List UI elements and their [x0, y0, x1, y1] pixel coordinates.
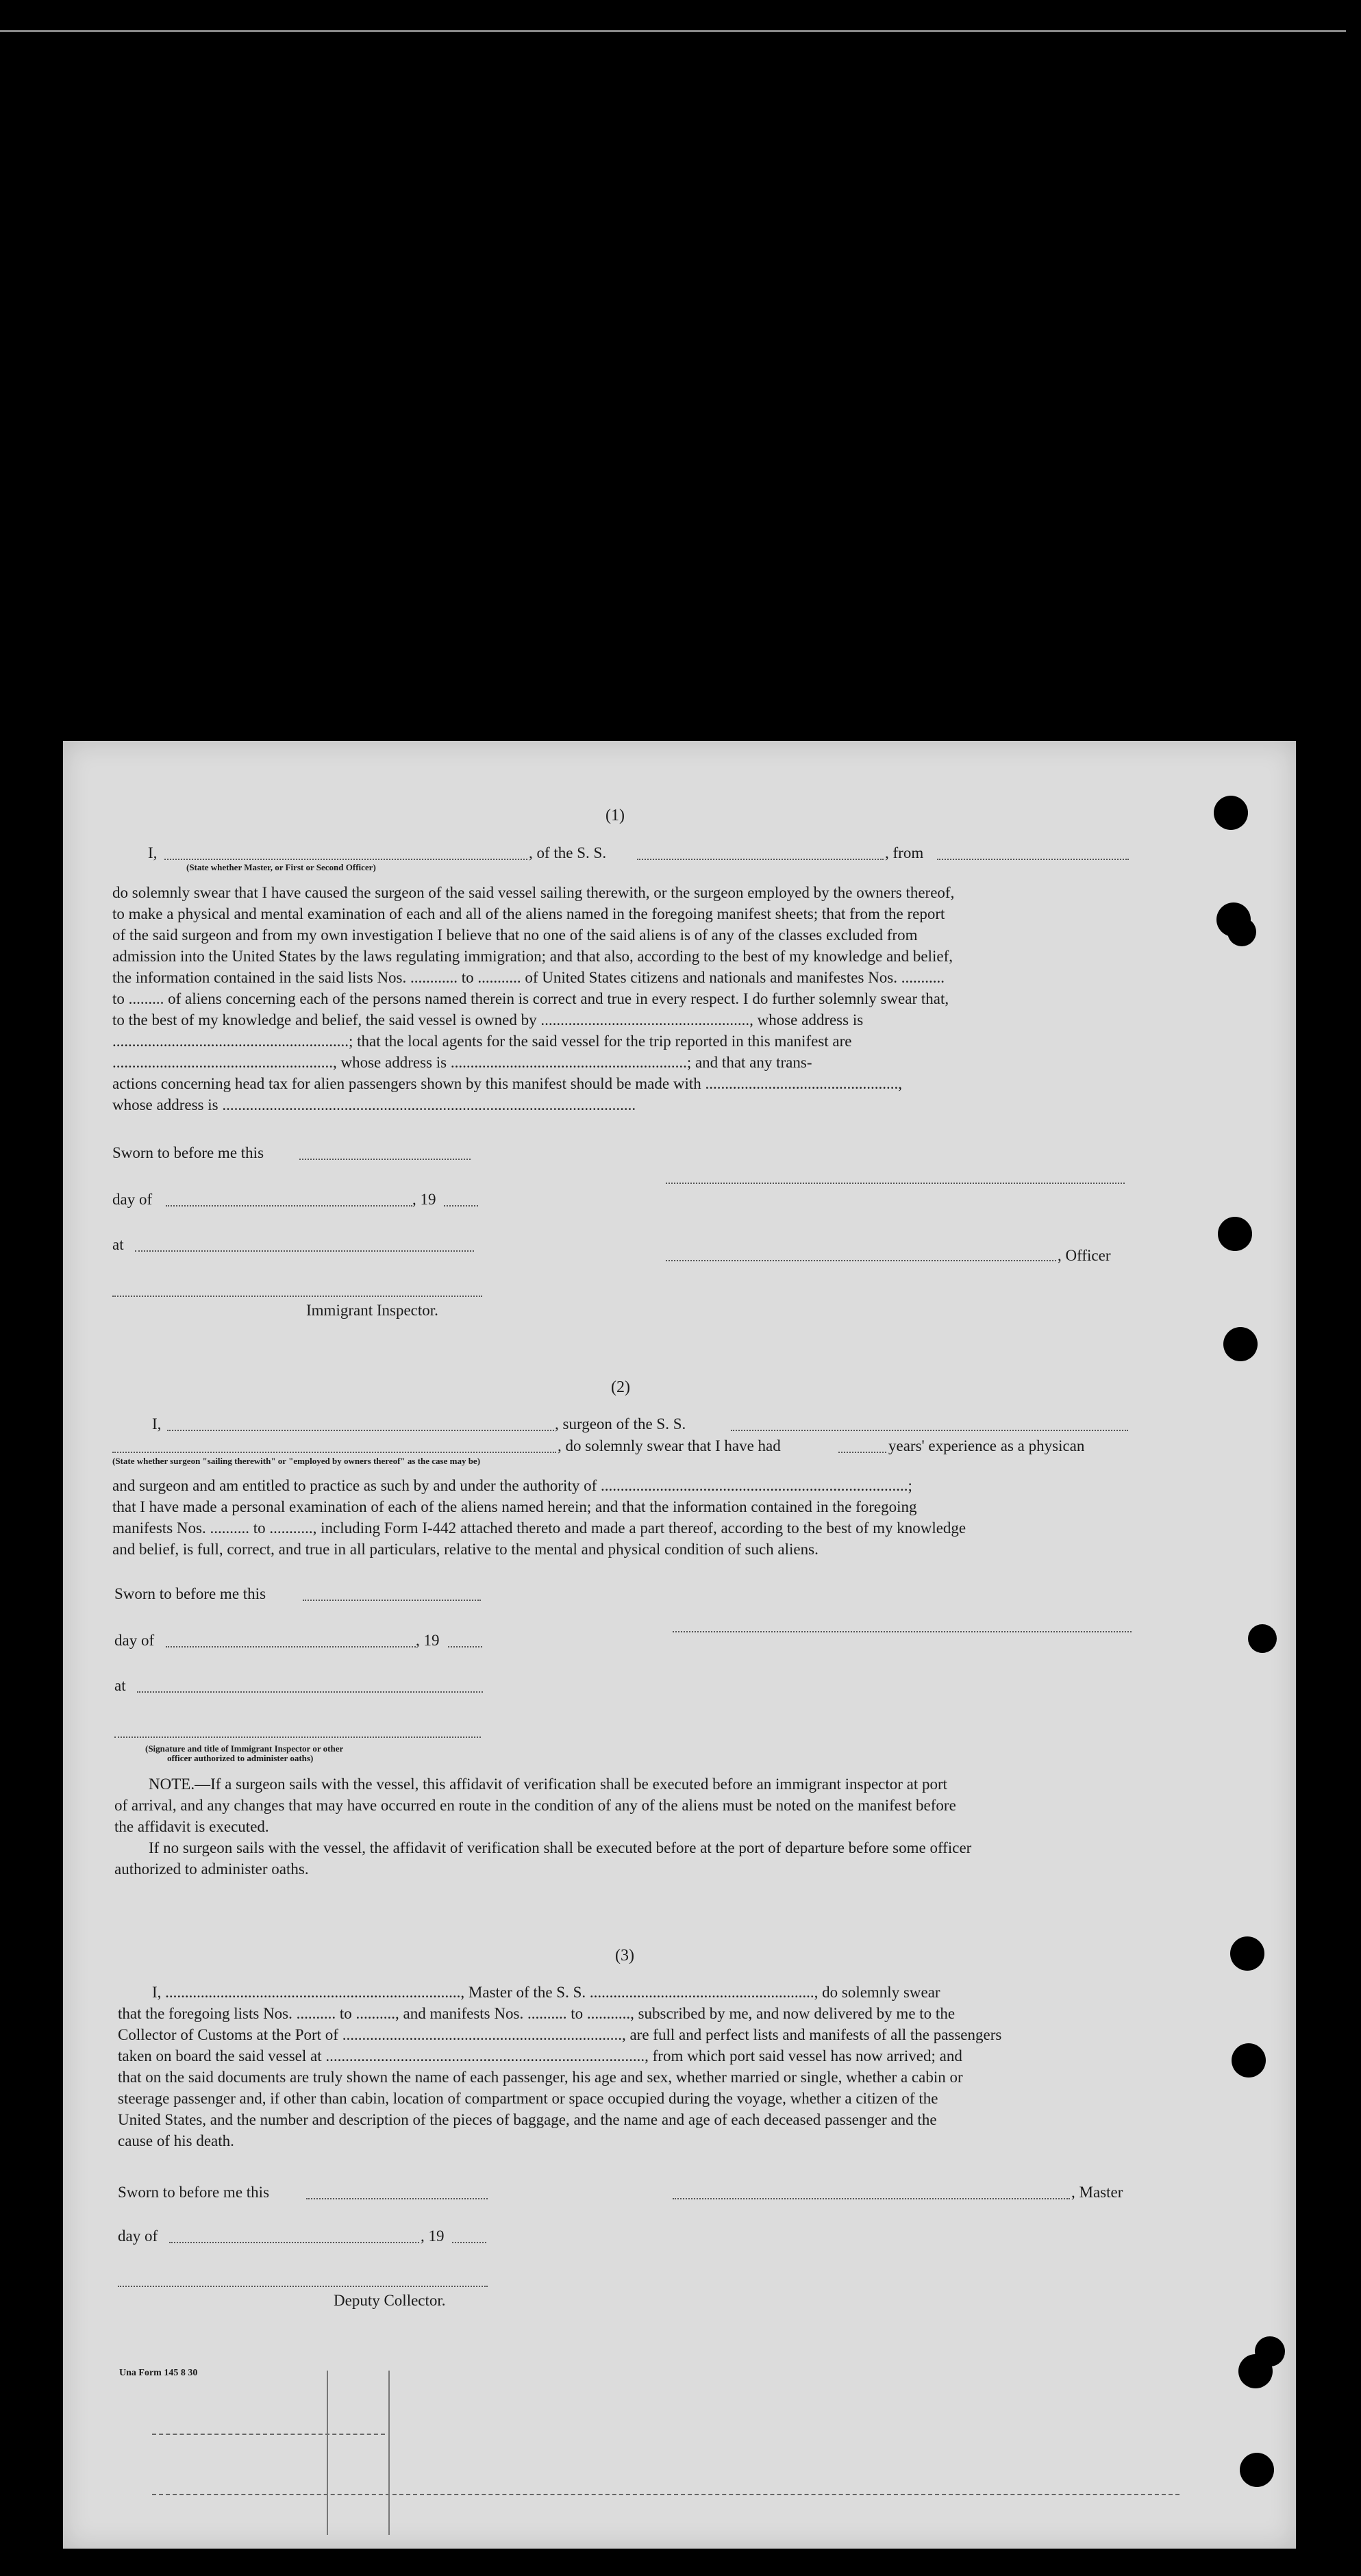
- section-3-deputy: Deputy Collector.: [334, 2292, 446, 2309]
- section-1-line: to ......... of aliens concerning each of the persons named therein is correct and true in every respect. I do further solemnly swear that,: [112, 990, 949, 1007]
- scan-top-line: [0, 30, 1346, 32]
- month-blank[interactable]: [166, 1205, 412, 1207]
- section-3-line: taken on board the said vessel at ................................................................................., from which port said vessel has now arrived; and: [118, 2047, 962, 2064]
- section-1-master-hint: (State whether Master, or First or Second Officer): [186, 862, 376, 872]
- section-2-swear: , do solemnly swear that I have had: [558, 1437, 781, 1454]
- section-3-heading: (3): [615, 1947, 634, 1965]
- section-1-line: ........................................................, whose address is ............................................................; and that any trans-: [112, 1054, 812, 1071]
- section-2-signature-hint-2: officer authorized to administer oaths): [167, 1753, 314, 1763]
- inspector-signature-blank-2[interactable]: [114, 1737, 481, 1738]
- punch-hole: [1230, 1936, 1264, 1971]
- faint-column-rule: [327, 2371, 328, 2535]
- section-3-line: steerage passenger and, if other than cabin, location of compartment or space occupied during the voyage, whether a citizen of the: [118, 2090, 938, 2107]
- section-3-day-of: day of: [118, 2227, 158, 2245]
- note-line: of arrival, and any changes that may have occurred en route in the condition of any of the aliens must be noted on the manifest before: [114, 1797, 956, 1814]
- section-1-at: at: [112, 1236, 124, 1253]
- note-line: the affidavit is executed.: [114, 1818, 269, 1835]
- section-3-line: Collector of Customs at the Port of ......................................................................., are full and perfect lists and manifests of all the passengers: [118, 2026, 1002, 2043]
- section-2-body: [112, 1475, 1133, 1560]
- section-1-line: of the said surgeon and from my own investigation I believe that no one of the said aliens is of any of the classes excluded from: [112, 926, 918, 944]
- punch-hole: [1218, 1217, 1252, 1251]
- note-line: NOTE.—If a surgeon sails with the vessel, this affidavit of verification shall be executed before an immigrant inspector at port: [149, 1776, 948, 1793]
- month-blank-3[interactable]: [169, 2242, 419, 2243]
- section-1-year: , 19: [412, 1191, 436, 1208]
- punch-hole: [1232, 2043, 1266, 2078]
- section-1-body: [112, 882, 1133, 1115]
- section-1-inspector: Immigrant Inspector.: [306, 1302, 438, 1319]
- section-2-line: that I have made a personal examination of each of the aliens named herein; and that the information contained in the foregoing: [112, 1498, 917, 1515]
- section-1-line: do solemnly swear that I have caused the surgeon of the said vessel sailing therewith, or the surgeon employed by the owners thereof,: [112, 884, 955, 901]
- faint-rule: [152, 2494, 1179, 2495]
- section-1-day-of: day of: [112, 1191, 153, 1208]
- section-1-officer: , Officer: [1058, 1247, 1111, 1264]
- punch-hole: [1227, 918, 1256, 946]
- section-2-heading: (2): [611, 1378, 630, 1396]
- punch-hole: [1238, 2354, 1273, 2388]
- section-2-surgeon-hint: (State whether surgeon "sailing therewith" or "employed by owners thereof" as the case may be): [112, 1456, 481, 1466]
- section-1-heading: (1): [605, 807, 625, 824]
- section-1-line: to the best of my knowledge and belief, the said vessel is owned by ....................................................., whose address is: [112, 1011, 864, 1028]
- section-3-sworn: Sworn to before me this: [118, 2184, 270, 2201]
- section-1-line: ............................................................; that the local agents for the said vessel for the trip reported in this manifest are: [112, 1033, 852, 1050]
- section-2-line: and surgeon and am entitled to practice as such by and under the authority of ..............................................................................;: [112, 1477, 912, 1494]
- signature-blank[interactable]: [666, 1183, 1125, 1184]
- note-line: If no surgeon sails with the vessel, the affidavit of verification shall be executed before at the port of departure before some officer: [149, 1839, 972, 1856]
- section-1-line: the information contained in the said lists Nos. ............ to ........... of United States citizens and nationals and manifestes Nos. ...........: [112, 969, 945, 986]
- year-blank-2[interactable]: [448, 1646, 482, 1647]
- section-2-surgeon: , surgeon of the S. S.: [555, 1415, 686, 1432]
- master-signature-blank[interactable]: [673, 2198, 1070, 2199]
- section-1-line: admission into the United States by the laws regulating immigration; and that also, according to the best of my knowledge and belief,: [112, 948, 953, 965]
- month-blank-2[interactable]: [166, 1646, 416, 1647]
- section-3-line: cause of his death.: [118, 2132, 234, 2149]
- year-blank-3[interactable]: [452, 2242, 486, 2243]
- surgeon-signature-blank[interactable]: [673, 1631, 1132, 1632]
- section-1-i: I,: [148, 844, 158, 861]
- section-3-line: I, ..........................................................................., Master of the S. S. ........................................................., do solemnly swear: [152, 1984, 940, 2001]
- section-3-line: that on the said documents are truly shown the name of each passenger, his age and sex, whether married or single, whether a cabin or: [118, 2069, 963, 2086]
- punch-hole: [1223, 1327, 1258, 1361]
- note-line: authorized to administer oaths.: [114, 1860, 309, 1878]
- sworn-date-blank-3[interactable]: [306, 2198, 488, 2199]
- sworn-date-blank-2[interactable]: [303, 1600, 481, 1601]
- manifest-affidavit-page: [63, 741, 1296, 2549]
- years-blank[interactable]: [838, 1452, 886, 1453]
- faint-column-rule: [388, 2371, 390, 2535]
- faint-rule: [152, 2434, 385, 2435]
- section-3-year: , 19: [421, 2227, 445, 2245]
- year-blank[interactable]: [444, 1205, 478, 1207]
- place-blank[interactable]: [135, 1250, 474, 1252]
- section-2-signature-hint-1: (Signature and title of Immigrant Inspector or other: [145, 1743, 344, 1754]
- section-1-line: to make a physical and mental examination of each and all of the aliens named in the foregoing manifest sheets; that from the report: [112, 905, 945, 922]
- surgeon-status-blank[interactable]: [112, 1452, 556, 1453]
- section-1-line: actions concerning head tax for alien passengers shown by this manifest should be made with .................................................,: [112, 1075, 902, 1092]
- master-name-blank[interactable]: [164, 859, 527, 860]
- section-1-ss: , of the S. S.: [529, 844, 607, 861]
- sworn-date-blank[interactable]: [299, 1159, 471, 1160]
- section-3-line: that the foregoing lists Nos. .......... to .........., and manifests Nos. .......... to ..........., subscribed by me, and now delivered by me to the: [118, 2005, 956, 2022]
- section-3-master: , Master: [1071, 2184, 1123, 2201]
- section-2-year: , 19: [416, 1632, 440, 1649]
- section-2-at: at: [114, 1677, 126, 1694]
- section-2-sworn: Sworn to before me this: [114, 1585, 266, 1602]
- section-1-from: , from: [885, 844, 924, 861]
- section-2-years: years' experience as a physican: [888, 1437, 1085, 1454]
- section-3-body: [118, 1982, 1138, 2151]
- section-2-day-of: day of: [114, 1632, 155, 1649]
- section-2-i: I,: [152, 1415, 162, 1432]
- inspector-signature-blank[interactable]: [112, 1296, 482, 1297]
- surgeon-ship-blank[interactable]: [731, 1430, 1128, 1431]
- form-number: Una Form 145 8 30: [119, 2368, 198, 2378]
- punch-hole: [1248, 1624, 1277, 1653]
- section-3-line: United States, and the number and description of the pieces of baggage, and the name and age of each deceased passenger and the: [118, 2111, 937, 2128]
- ship-name-blank[interactable]: [637, 859, 884, 860]
- section-2-note: [114, 1773, 1135, 1880]
- place-blank-2[interactable]: [137, 1691, 483, 1693]
- section-1-sworn: Sworn to before me this: [112, 1144, 264, 1161]
- section-2-line: and belief, is full, correct, and true in all particulars, relative to the mental and physical condition of such aliens.: [112, 1541, 819, 1558]
- departure-port-blank[interactable]: [937, 859, 1129, 860]
- punch-hole: [1240, 2453, 1274, 2487]
- section-2-line: manifests Nos. .......... to ..........., including Form I-442 attached thereto and made a part thereof, according to the best of my knowledge: [112, 1519, 966, 1537]
- section-1-line: whose address is .........................................................................................................: [112, 1096, 636, 1113]
- deputy-signature-blank[interactable]: [118, 2286, 488, 2287]
- punch-hole: [1214, 796, 1248, 830]
- officer-blank[interactable]: [666, 1260, 1056, 1261]
- surgeon-name-blank[interactable]: [167, 1430, 554, 1431]
